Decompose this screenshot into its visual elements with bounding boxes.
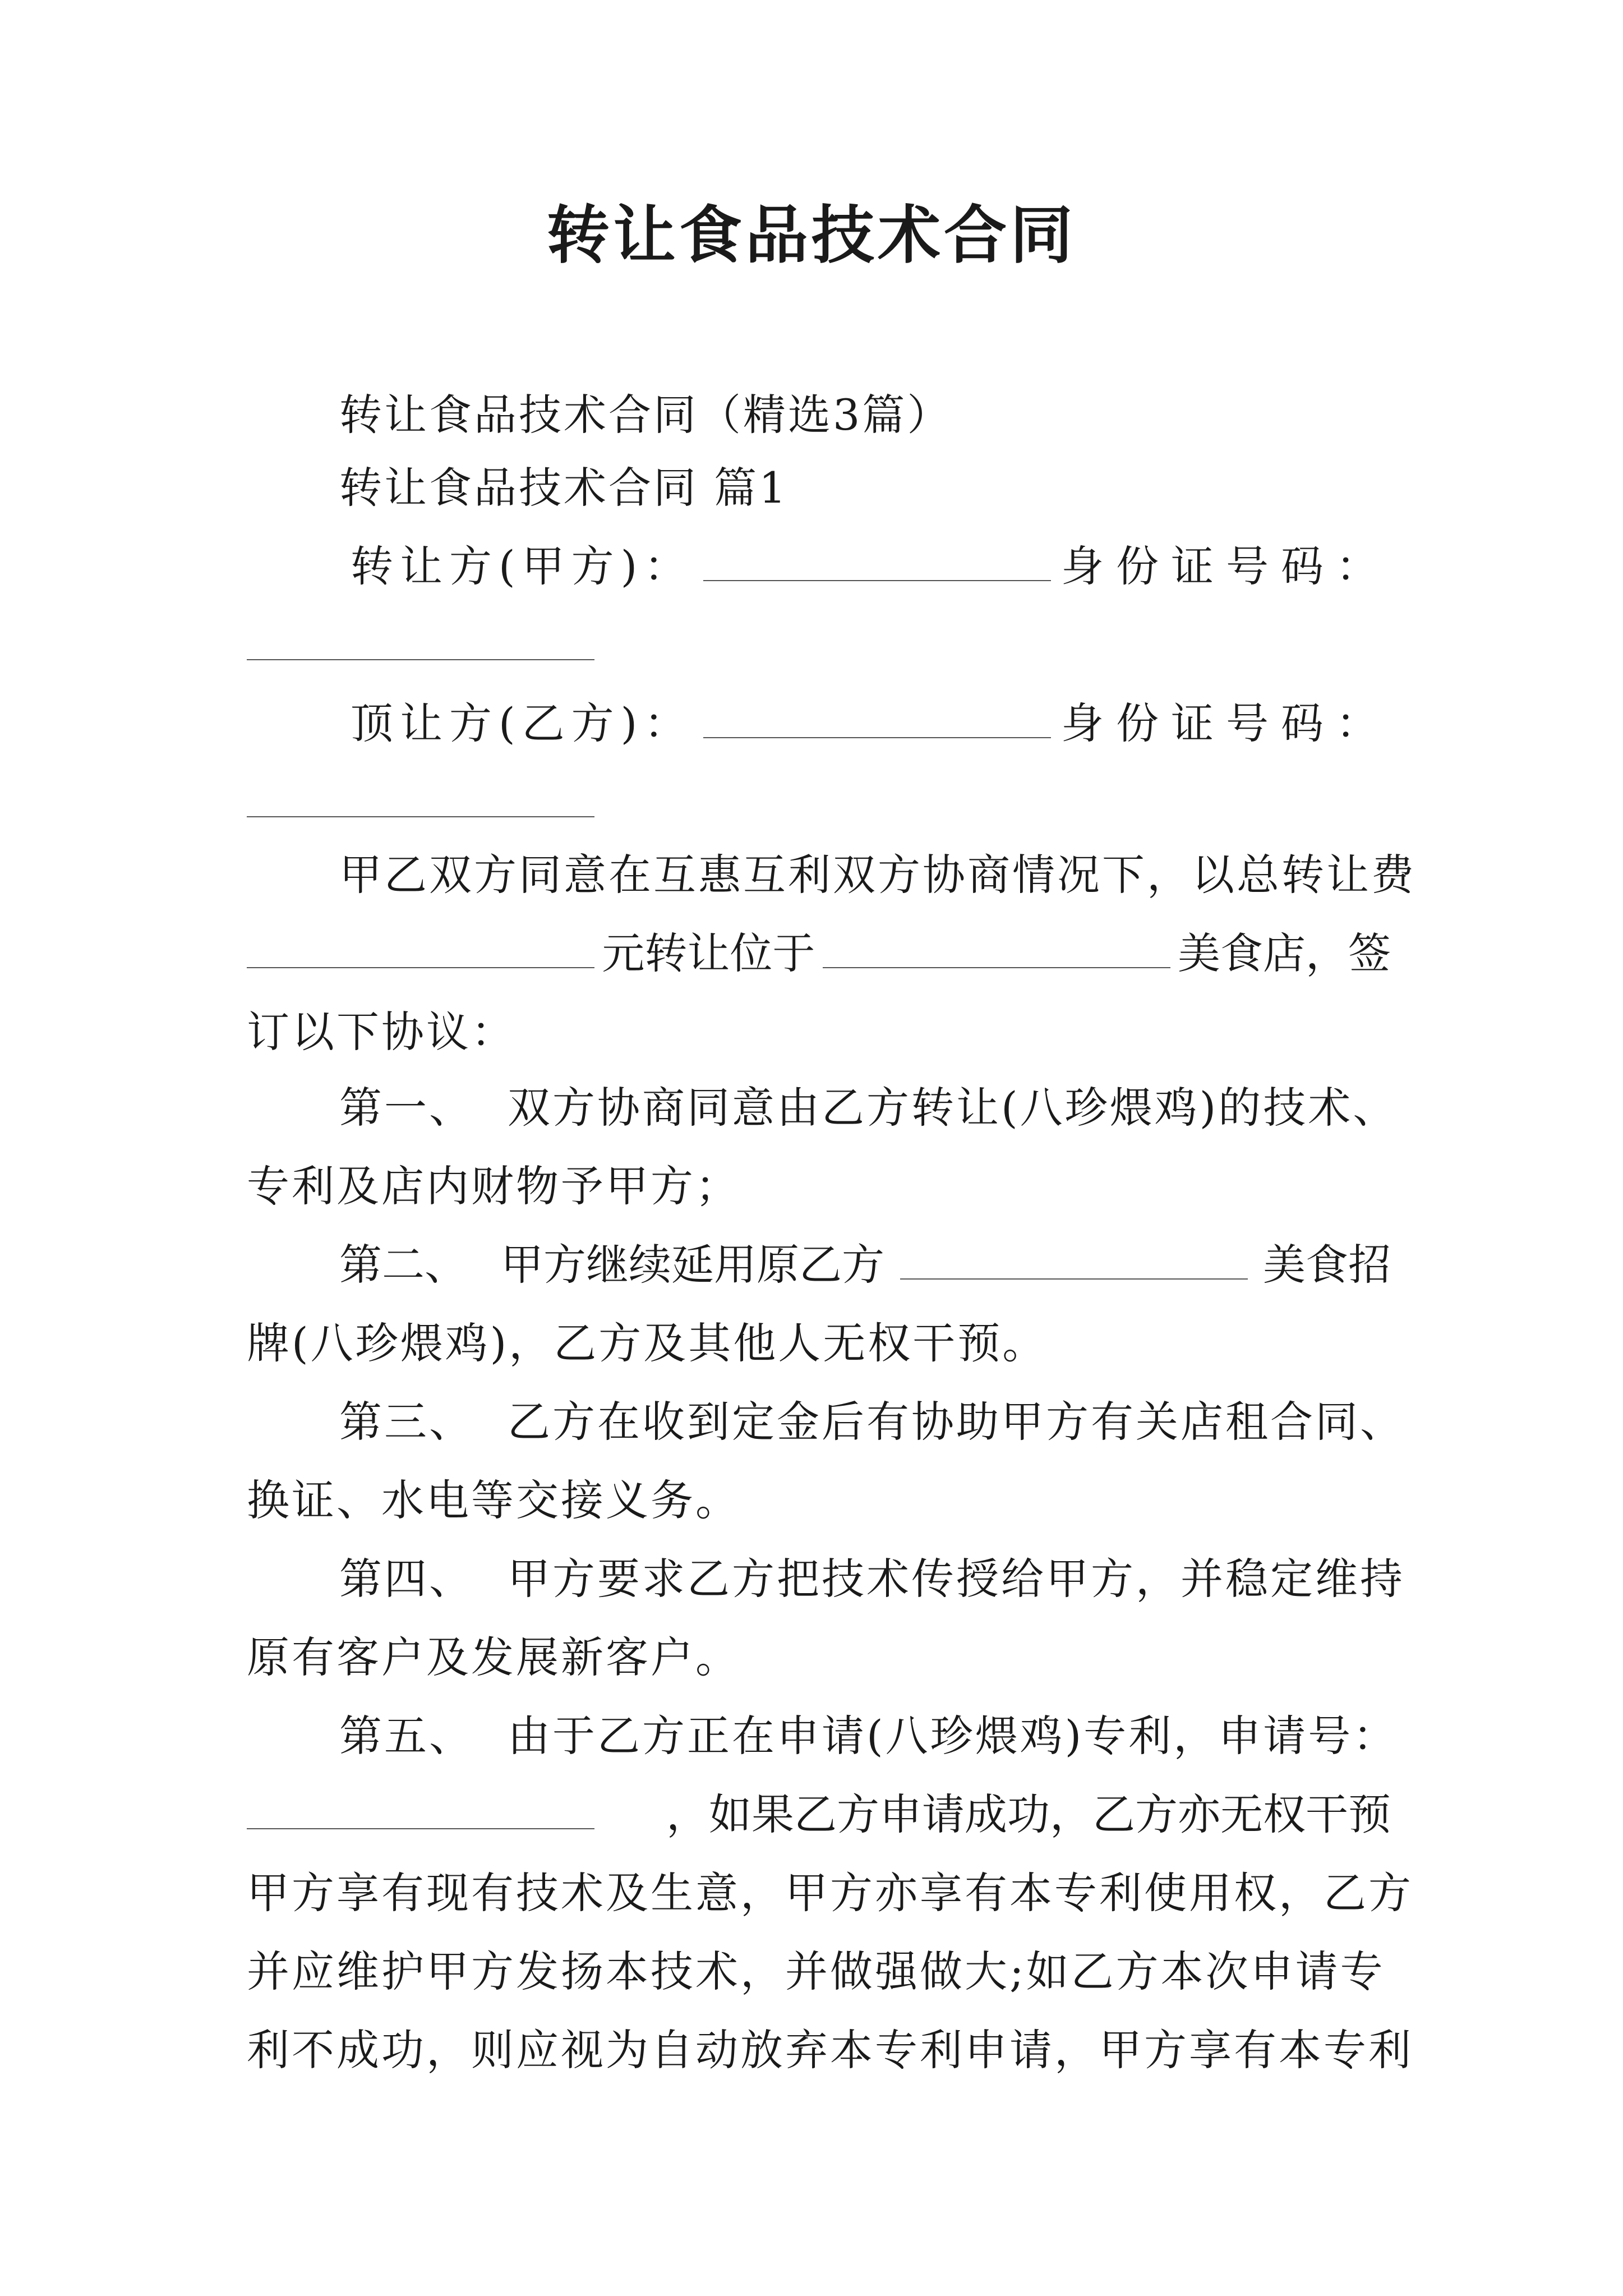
party-a-label: 转让方(甲方)： xyxy=(351,541,694,591)
clause-1-number: 第一、 xyxy=(339,1083,474,1133)
clause-1-line-1 xyxy=(339,1077,1398,1139)
intro-line-2 xyxy=(247,923,1391,984)
clause-5-line-1 xyxy=(339,1705,1398,1767)
intro-line-2-mid: 元转让位于 xyxy=(602,928,815,978)
application-number-blank xyxy=(247,1789,594,1829)
original-shop-blank xyxy=(900,1239,1248,1280)
clause-5-line-2 xyxy=(247,1784,1391,1846)
clause-5-line-4: 并应维护甲方发扬本技术，并做强做大;如乙方本次申请专 xyxy=(247,1947,1385,1996)
intro-line-1: 甲乙双方同意在互惠互利双方协商情况下，以总转让费 xyxy=(339,850,1416,900)
clause-3-line-1 xyxy=(339,1391,1405,1453)
clause-2-head xyxy=(339,1234,884,1296)
party-a-name-blank xyxy=(703,541,1051,581)
clause-3-line-2: 换证、水电等交接义务。 xyxy=(247,1475,740,1525)
party-a-line xyxy=(351,536,1391,597)
clause-2-text-post: 美食招 xyxy=(1263,1240,1391,1290)
document-subtitle: 转让食品技术合同（精选3篇） xyxy=(339,390,952,440)
clause-5-line-5: 利不成功，则应视为自动放弃本专利申请，甲方享有本专利 xyxy=(247,2025,1413,2075)
party-b-name-blank xyxy=(703,698,1051,738)
clause-4-text: 甲方要求乙方把技术传授给甲方，并稳定维持 xyxy=(508,1554,1405,1604)
section-heading: 转让食品技术合同 篇1 xyxy=(339,463,789,513)
party-b-id-blank xyxy=(247,816,594,817)
clause-3-number: 第三、 xyxy=(339,1397,474,1447)
clause-4-number: 第四、 xyxy=(339,1554,474,1604)
clause-5-line-2-text: ，如果乙方申请成功，乙方亦无权干预 xyxy=(666,1789,1391,1839)
document-title: 转让食品技术合同 xyxy=(547,199,1076,272)
clause-2-line-2: 牌(八珍煨鸡)，乙方及其他人无权干预。 xyxy=(247,1318,1048,1368)
clause-4-line-2: 原有客户及发展新客户。 xyxy=(247,1632,740,1682)
clause-5-line-3: 甲方享有现有技术及生意，甲方亦享有本专利使用权，乙方 xyxy=(247,1868,1413,1918)
clause-2-text-pre: 甲方继续延用原乙方 xyxy=(501,1240,884,1290)
clause-5-text: 由于乙方正在申请(八珍煨鸡)专利，申请号： xyxy=(508,1711,1398,1761)
intro-line-3: 订以下协议： xyxy=(247,1007,516,1057)
clause-1-text: 双方协商同意由乙方转让(八珍煨鸡)的技术、 xyxy=(508,1083,1398,1133)
clause-3-text: 乙方在收到定金后有协助甲方有关店租合同、 xyxy=(508,1397,1405,1447)
party-b-label: 顶让方(乙方)： xyxy=(351,698,694,748)
party-b-id-label: 身份证号码： xyxy=(1061,698,1391,748)
intro-line-2-end: 美食店，签 xyxy=(1177,928,1391,978)
clause-1-line-2: 专利及店内财物予甲方； xyxy=(247,1161,740,1211)
clause-2-number: 第二、 xyxy=(339,1240,467,1290)
shop-location-blank xyxy=(823,928,1170,968)
party-a-id-label: 身份证号码： xyxy=(1061,541,1391,591)
party-b-line xyxy=(351,693,1391,754)
clause-2-line-1 xyxy=(339,1234,1391,1296)
clause-5-number: 第五、 xyxy=(339,1711,474,1761)
clause-4-line-1 xyxy=(339,1548,1405,1610)
transfer-fee-blank xyxy=(247,928,594,968)
party-a-id-blank xyxy=(247,659,594,660)
